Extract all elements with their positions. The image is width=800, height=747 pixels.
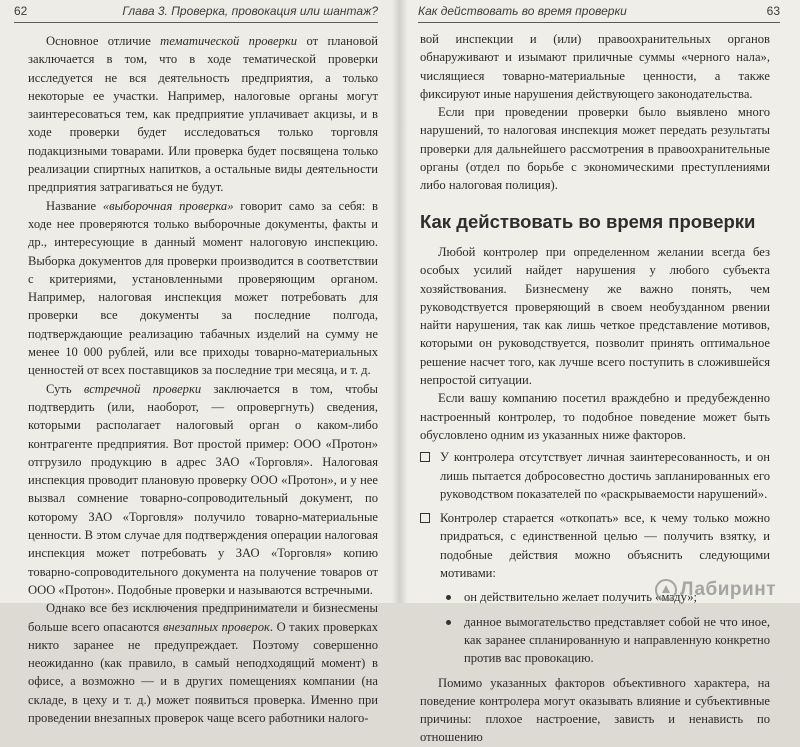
paragraph: Однако все без исключения предприниматели и бизнесмены больше всего опасаются внезапных проверок. О таких проверках никто заранее не предупреждает. Поэтому совершенно неожиданно (как правило, в самый неподходящий момент) в офисе, а возможно — и в других помещениях компании (на складе, в цеху и т. д.) может появиться проверка. Именно при проведении внезапных проверок чаще всего работники налого- xyxy=(28,601,378,725)
right-page xyxy=(400,0,800,745)
right-running-header xyxy=(418,4,780,23)
checkbox-bullet-icon xyxy=(420,513,430,523)
paragraph: Помимо указанных факторов объективного характера, на поведение контролера могут оказывать влияние и субъективные причины: плохое настроение, зависть и ненависть по отношению xyxy=(420,675,770,745)
list-item xyxy=(420,448,770,503)
list-item-text: У контролера отсутствует личная заинтересованность, и он лишь пытается добросовестно достичь запланированных его руководством показателей по «раскрываемости нарушений». xyxy=(440,450,770,501)
paragraph: Название «выборочная проверка» говорит само за себя: в ходе нее проверяются только выборочные документы, факты и др., интересующие в данный момент налоговую инспекцию. Выборка документов для проверки производится в соответствии с критериями, установленными проверяющим органом. Например, налоговая инспекция может потребовать для проверки все документы за последние полгода, подтверждающие реализацию табачных изделий на сумму не менее 10 000 рублей, или все приходы товарно-материальных ценностей от всех поставщиков за последние три месяца, и т. д. xyxy=(28,198,379,378)
bullet-dot-icon xyxy=(446,595,451,600)
paragraph: Основное отличие тематической проверки от плановой заключается в том, что в ходе тематической проверки исследуется не вся деятельность предприятия, а только некоторые ее участки. Например, налоговые органы могут заинтересоваться тем, как предприятие уплачивает акцизы, и в ходе проверки будет исследоваться только торговля подакцизными товарами. Или проверка будет посвящена только реализации спиртных напитков, а остальные виды деятельности предприятия затрагиваться не будут. xyxy=(28,34,378,195)
left-page xyxy=(0,0,400,725)
term: «выборочная проверка» xyxy=(102,198,234,213)
labirint-logo-icon xyxy=(655,579,677,601)
list-item xyxy=(420,509,770,582)
checkbox-list xyxy=(420,448,770,582)
term: встречной проверки xyxy=(83,381,202,396)
list-item-text: он действительно желает получить «мзду»; xyxy=(464,590,697,605)
paragraph: Если вашу компанию посетил враждебно и предубежденно настроенный контролер, то подобное поведение может быть обусловлено одним из указанных ниже факторов. xyxy=(420,391,770,442)
left-page-body xyxy=(28,32,378,727)
list-item-text: Контролер старается «откопать» все, к чему только можно придраться, с единственной целью — получить взятку, и подобные действия можно объяснить следующими мотивами: xyxy=(440,511,770,581)
section-heading: Как действовать во время проверки xyxy=(420,210,756,232)
right-page-body xyxy=(420,30,770,747)
paragraph: Любой контролер при определенном желании всегда без особых усилий найдет нарушения у любого субъекта хозяйствования. Бизнесмену же важно понять, чем руководствуется проверяющий в своем необузданном рвении найти нарушения, так как лишь четкое представление мотивов, которыми он руководствуется, позволит принять оптимальное решение насчет того, как лучше всего поступить в сложившейся непростой ситуации. xyxy=(420,244,770,388)
list-item-text: данное вымогательство представляет собой не что иное, как заранее спланированную и направленную конкретно против вас провокацию. xyxy=(464,614,770,666)
paragraph: вой инспекции и (или) правоохранительных органов обнаруживают и изымают приличные суммы «черного нала», числящиеся товарно-материальные ценности, а также фиксируют иные нарушения действующего законодательства. xyxy=(420,32,770,101)
term: тематической проверки xyxy=(160,34,298,48)
watermark xyxy=(655,579,776,601)
book-gutter xyxy=(392,0,408,603)
right-page-number: 63 xyxy=(766,4,780,18)
list-item xyxy=(420,613,770,668)
term: внезапных проверок xyxy=(162,619,270,634)
left-running-header xyxy=(14,4,378,23)
left-running-head: Глава 3. Проверка, провокация или шантаж? xyxy=(122,4,378,18)
left-page-number: 62 xyxy=(14,4,28,18)
bullet-dot-icon xyxy=(446,620,451,625)
checkbox-bullet-icon xyxy=(420,452,430,462)
paragraph: Суть встречной проверки заключается в том, чтобы подтвердить (или, наоборот, — опровергнуть) сведения, которыми располагает налоговый орган о каком-либо контрагенте предприятия. Вот простой пример: ООО «Протон» отгрузило продукцию в адрес ЗАО «Торговля». Налоговая инспекция проводит плановую проверку ООО «Протон», и у нее вызвал сомнение товарно-сопроводительный документ, по которому ЗАО «Торговля» получило товарно-материальные ценности. В этом случае для подтверждения операции налоговая инспекция может потребовать у ЗАО «Торговля» копию товарно-сопроводительного документа на получение товаров от ООО «Протон». Подобные проверки и называются встречными. xyxy=(28,381,379,597)
right-running-head: Как действовать во время проверки xyxy=(418,4,627,18)
watermark-text: Лабиринт xyxy=(680,579,776,600)
paragraph: Если при проведении проверки было выявлено много нарушений, то налоговая инспекция может передать результаты проверки для дальнейшего рассмотрения в правоохранительные органы (отдел по борьбе с экономическими преступлениями либо налоговая полиция). xyxy=(420,105,770,193)
